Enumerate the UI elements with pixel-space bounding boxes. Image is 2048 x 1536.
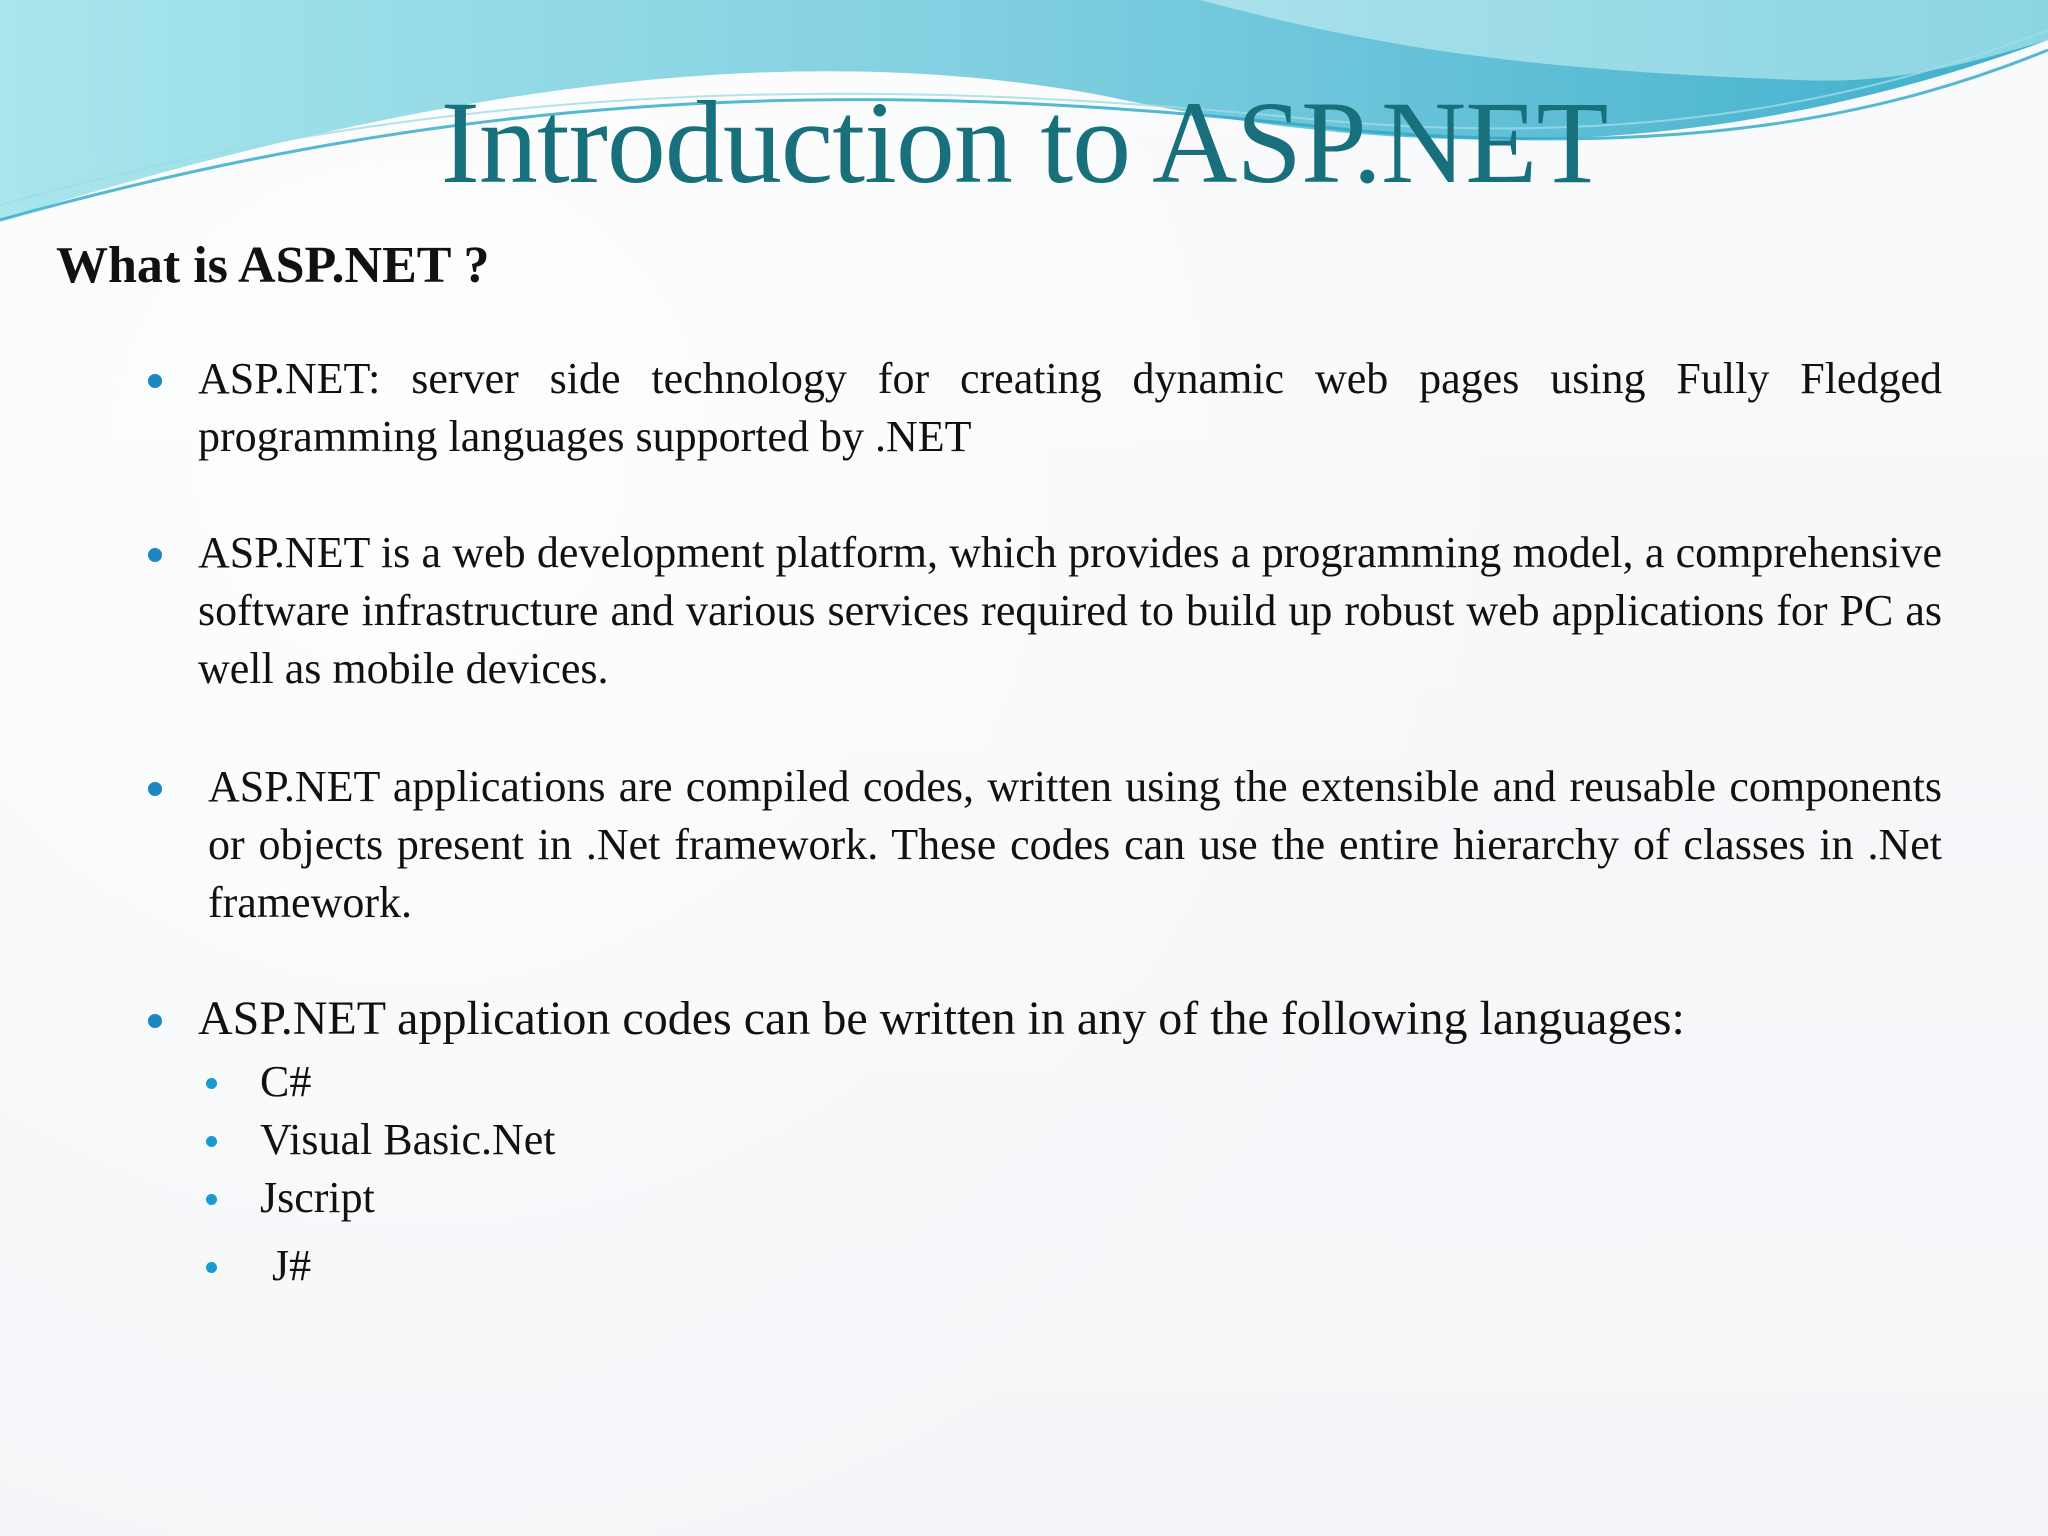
language-item-1: C# (260, 1057, 312, 1106)
language-dot-1 (206, 1078, 217, 1089)
bullet-dot-4 (148, 1014, 162, 1028)
slide-title: Introduction to ASP.NET (440, 77, 1608, 208)
language-item-4: J# (272, 1241, 312, 1290)
language-dot-3 (206, 1194, 217, 1205)
language-dot-2 (206, 1136, 217, 1147)
bullet-item-4: ASP.NET application codes can be written in any of the following languages: (198, 992, 1685, 1045)
bullet-item-2: ASP.NET is a web development platform, which provides a programming model, a comprehensive software infrastructure and various services required to build up robust web applications for PC as well as mobile devices. (198, 528, 1942, 693)
bullet-dot-1 (148, 374, 162, 388)
bullet-item-1: ASP.NET: server side technology for creating dynamic web pages using Fully Fledged programming languages supported by .NET (198, 354, 1942, 461)
bullet-dot-3 (148, 782, 162, 796)
language-item-2: Visual Basic.Net (260, 1115, 556, 1164)
language-item-3: Jscript (260, 1173, 375, 1222)
bullet-item-3: ASP.NET applications are compiled codes, written using the extensible and reusable components or objects present in .Net framework. These codes can use the entire hierarchy of classes in .Net framework. (208, 762, 1942, 927)
bullet-dot-2 (148, 548, 162, 562)
language-dot-4 (206, 1262, 217, 1273)
section-heading: What is ASP.NET ? (56, 237, 490, 294)
